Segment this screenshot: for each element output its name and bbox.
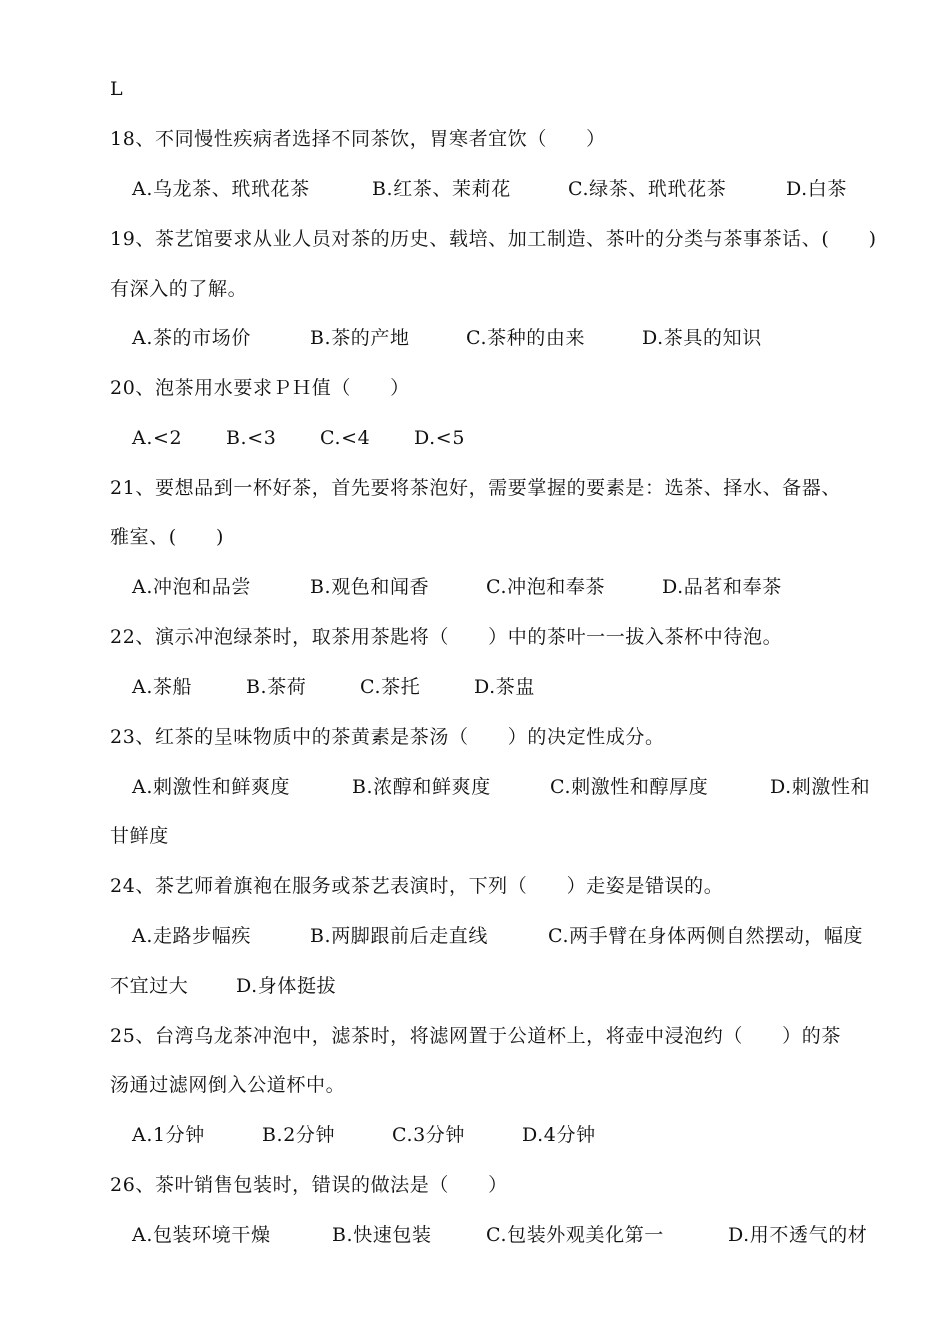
- option-a: A.茶船: [132, 676, 193, 698]
- option-c: C.冲泡和奉茶: [486, 576, 606, 598]
- question-20: 20、泡茶用水要求ＰＨ值（ ）: [110, 377, 410, 399]
- question-19-options: [110, 323, 890, 353]
- question-22: 22、演示冲泡绿茶时，取茶用茶匙将（ ）中的茶叶一一拔入茶杯中待泡。: [110, 626, 783, 648]
- question-24-options: [110, 921, 890, 951]
- question-23-options: [110, 772, 890, 802]
- option-a: A.包装环境干燥: [132, 1224, 271, 1246]
- option-b: B.2分钟: [262, 1124, 336, 1146]
- option-c: C.茶托: [360, 676, 421, 698]
- option-a: A.刺激性和鲜爽度: [132, 776, 291, 798]
- option-d: D.用不透气的材: [728, 1224, 868, 1246]
- question-24: 24、茶艺师着旗袍在服务或茶艺表演时，下列（ ）走姿是错误的。: [110, 875, 724, 897]
- option-b: B.两脚跟前后走直线: [310, 925, 489, 947]
- option-d: D.<5: [414, 427, 466, 449]
- question-25-continued: 汤通过滤网倒入公道杯中。: [110, 1074, 346, 1096]
- question-25-options: [110, 1120, 890, 1150]
- option-a: A.<2: [132, 427, 183, 449]
- option-c: C.刺激性和醇厚度: [550, 776, 709, 798]
- option-b: B.<3: [226, 427, 277, 449]
- option-d: D.刺激性和: [770, 776, 871, 798]
- question-23: 23、红茶的呈味物质中的茶黄素是茶汤（ ）的决定性成分。: [110, 726, 665, 748]
- question-21: 21、要想品到一杯好茶，首先要将茶泡好，需要掌握的要素是：选茶、择水、备器、: [110, 477, 841, 499]
- question-25: 25、台湾乌龙茶冲泡中，滤茶时，将滤网置于公道杯上，将壶中浸泡约（ ）的茶: [110, 1025, 841, 1047]
- question-22-options: [110, 672, 890, 702]
- option-c: C.<4: [320, 427, 371, 449]
- question-19-continued: 有深入的了解。: [110, 278, 248, 300]
- option-c: C.包装外观美化第一: [486, 1224, 664, 1246]
- question-18-options: [110, 174, 890, 204]
- option-c: C.3分钟: [392, 1124, 465, 1146]
- question-23-options-continued: 甘鲜度: [110, 825, 169, 847]
- option-d: D.4分钟: [522, 1124, 596, 1146]
- option-b: B.浓醇和鲜爽度: [352, 776, 491, 798]
- text-line: L: [110, 78, 124, 100]
- question-21-continued: 雅室、( ): [110, 526, 225, 548]
- option-a: A.茶的市场价: [132, 327, 251, 349]
- option-b: B.快速包装: [332, 1224, 432, 1246]
- option-c: C.茶种的由来: [466, 327, 586, 349]
- option-d: D.品茗和奉茶: [662, 576, 782, 598]
- option-a: A.冲泡和品尝: [132, 576, 251, 598]
- option-d: D.茶盅: [474, 676, 535, 698]
- question-26-options: [110, 1220, 890, 1250]
- option-a: A.1分钟: [132, 1124, 205, 1146]
- question-26: 26、茶叶销售包装时，错误的做法是（ ）: [110, 1174, 508, 1196]
- question-20-options: [110, 423, 890, 453]
- option-d: D.白茶: [786, 178, 847, 200]
- option-c: C.绿茶、玳玳花茶: [568, 178, 727, 200]
- option-b: B.茶的产地: [310, 327, 410, 349]
- option-c-continued: 不宜过大: [110, 975, 189, 997]
- option-d: D.身体挺拔: [236, 975, 337, 997]
- option-b: B.红茶、茉莉花: [372, 178, 511, 200]
- option-b: B.观色和闻香: [310, 576, 430, 598]
- option-a: A.乌龙茶、玳玳花茶: [132, 178, 310, 200]
- question-19: 19、茶艺馆要求从业人员对茶的历史、载培、加工制造、茶叶的分类与茶事茶话、( ): [110, 228, 877, 250]
- question-21-options: [110, 572, 890, 602]
- question-24-options-continued: [110, 971, 890, 1001]
- option-c: C.两手臂在身体两侧自然摆动，幅度: [548, 925, 864, 947]
- option-b: B.茶荷: [246, 676, 307, 698]
- question-18: 18、不同慢性疾病者选择不同茶饮，胃寒者宜饮（ ）: [110, 128, 606, 150]
- option-d: D.茶具的知识: [642, 327, 762, 349]
- option-a: A.走路步幅疾: [132, 925, 251, 947]
